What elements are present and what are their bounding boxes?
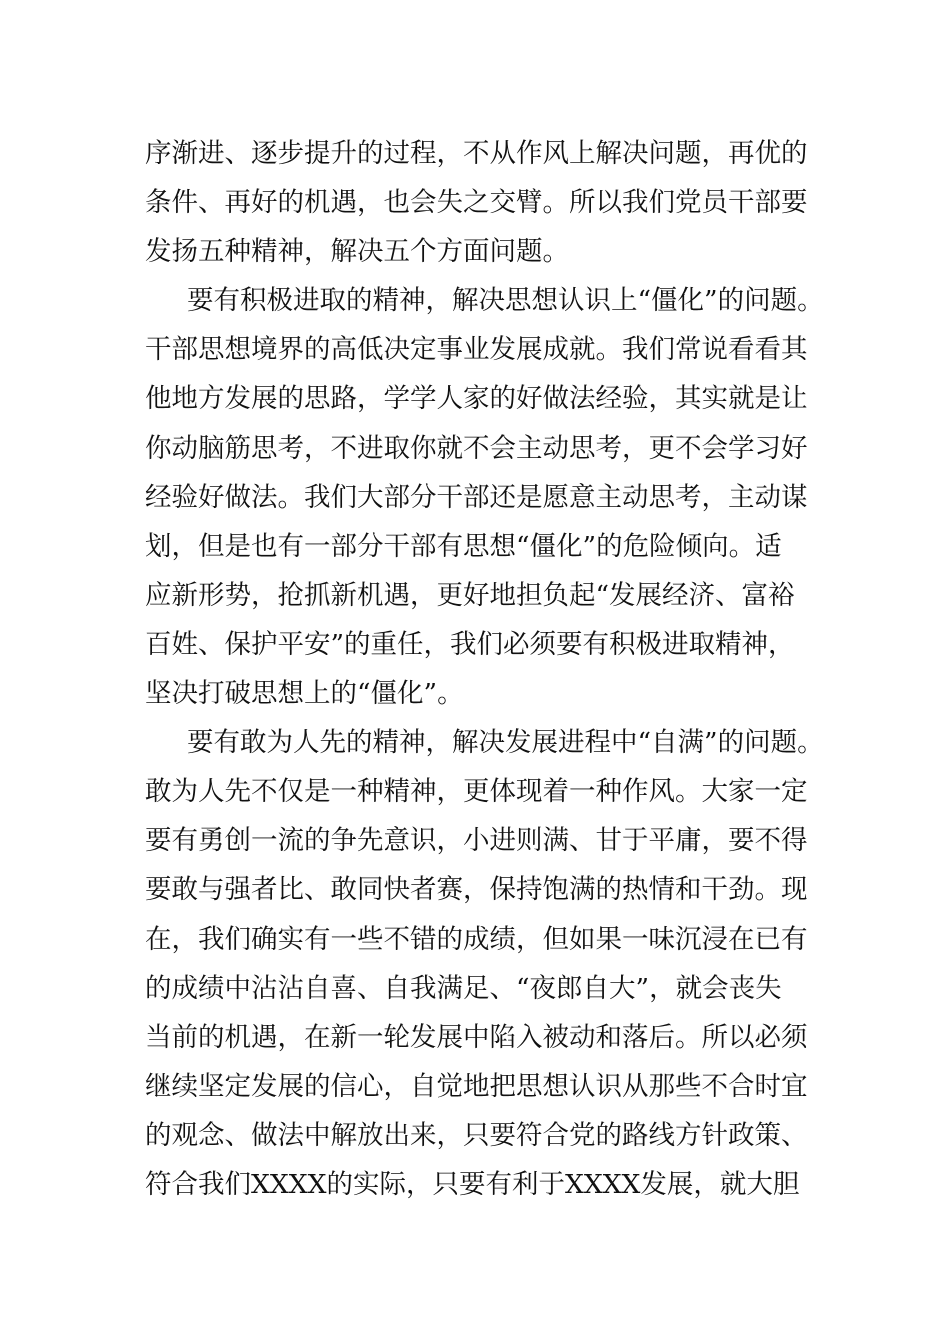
paragraph-heading-pioneer: 要有敢为人先的精神，解决发展进程中“自满”的问题。 — [187, 727, 824, 759]
text-line-12: 坚决打破思想上的“僵化”。 — [145, 678, 464, 710]
text-line-5: 干部思想境界的高低决定事业发展成就。我们常说看看其 — [145, 334, 808, 366]
text-line-22: 符合我们XXXX的实际，只要有利于XXXX发展，就大胆 — [145, 1168, 800, 1200]
text-line-2: 条件、再好的机遇，也会失之交臂。所以我们党员干部要 — [145, 187, 808, 219]
text-line-21: 的观念、做法中解放出来，只要符合党的路线方针政策、 — [145, 1119, 808, 1151]
text-line-11: 百姓、保护平安”的重任，我们必须要有积极进取精神， — [145, 628, 795, 660]
text-line-16: 要敢与强者比、敢同快者赛，保持饱满的热情和干劲。现 — [145, 874, 808, 906]
text-line-18: 的成绩中沾沾自喜、自我满足、“夜郎自大”，就会丧失 — [145, 972, 782, 1004]
text-line-8: 经验好做法。我们大部分干部还是愿意主动思考，主动谋 — [145, 481, 808, 513]
text-line-20: 继续坚定发展的信心，自觉地把思想认识从那些不合时宜 — [145, 1070, 808, 1102]
text-line-1: 序渐进、逐步提升的过程，不从作风上解决问题，再优的 — [145, 138, 808, 169]
paragraph-heading-progress: 要有积极进取的精神，解决思想认识上“僵化”的问题。 — [187, 285, 824, 317]
text-line-19: 当前的机遇，在新一轮发展中陷入被动和落后。所以必须 — [145, 1021, 808, 1053]
text-line-17: 在，我们确实有一些不错的成绩，但如果一味沉浸在已有 — [145, 923, 808, 955]
text-line-14: 敢为人先不仅是一种精神，更体现着一种作风。大家一定 — [145, 776, 808, 808]
text-line-3: 发扬五种精神，解决五个方面问题。 — [145, 236, 569, 268]
text-line-15: 要有勇创一流的争先意识，小进则满、甘于平庸，要不得 — [145, 825, 808, 857]
text-line-10: 应新形势，抢抓新机遇，更好地担负起“发展经济、富裕 — [145, 579, 795, 611]
text-line-9: 划，但是也有一部分干部有思想“僵化”的危险倾向。适 — [145, 530, 782, 562]
text-line-6: 他地方发展的思路，学学人家的好做法经验，其实就是让 — [145, 383, 808, 415]
body-text — [145, 129, 845, 1209]
text-line-7: 你动脑筋思考，不进取你就不会主动思考，更不会学习好 — [145, 432, 808, 464]
